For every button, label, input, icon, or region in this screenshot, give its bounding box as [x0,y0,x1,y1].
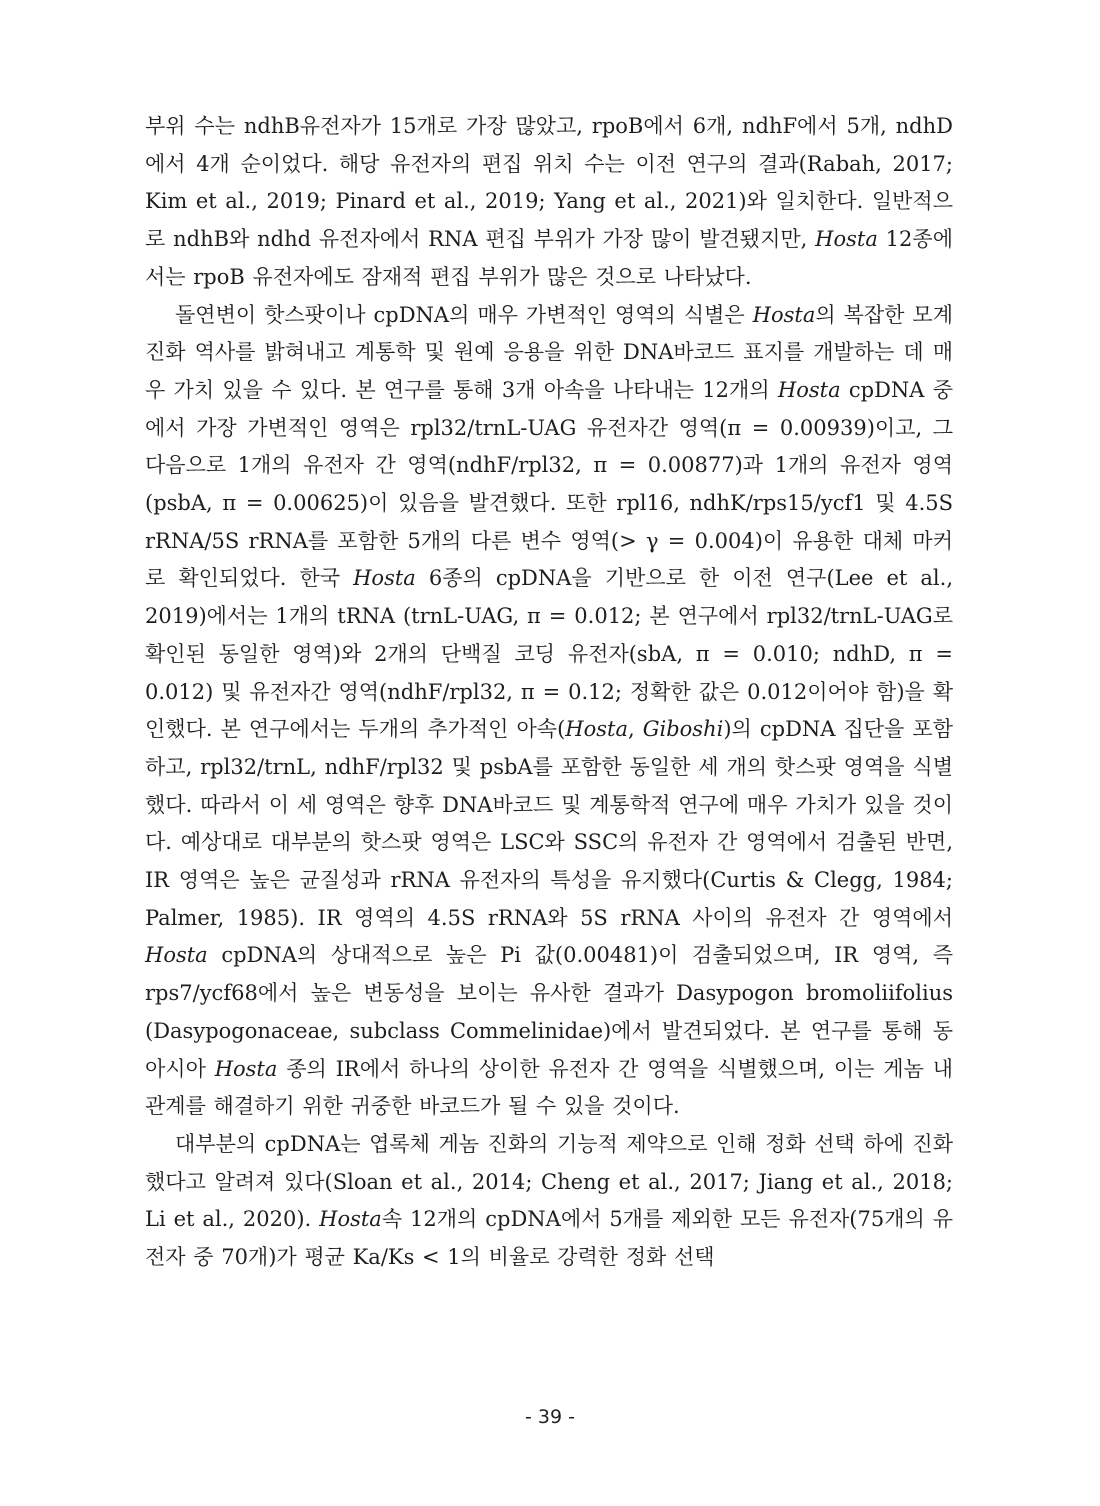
text-run: 부위 수는 ndhB유전자가 15개로 가장 많았고, rpoB에서 6개, ndhF에서 5개, ndhD에서 4개 순이었다. 해당 유전자의 편집 위치 수는 이전 연구의 결과(Rabah, 2017; Kim et al., 2019; Pinard et al., 2019; Yang et al., 2021)와 일치한다. 일반적으로 ndhB와 ndhd 유전자에서 RNA 편집 부위가 가장 많이 발견됐지만, [145,114,953,252]
page-number: - 39 - [525,1406,575,1428]
text-run: 12종에서는 rpoB 유전자에도 잠재적 편집 부위가 많은 것으로 나타났다. [145,227,953,289]
italic-term: Hosta [353,566,416,591]
text-run: , [627,717,643,742]
italic-term: Giboshi [642,717,724,742]
text-run: 종의 IR에서 하나의 상이한 유전자 간 영역을 식별했으며, 이는 게놈 내 관계를 해결하기 위한 귀중한 바코드가 될 수 있을 것이다. [145,1056,953,1119]
text-run: 대부분의 cpDNA는 엽록체 게놈 진화의 기능적 제약으로 인해 정화 선택 하에 진화했다고 알려져 있다(Sloan et al., 2014; Cheng et al., 2017; Jiang et al., 2018; Li et al., 2020). [145,1131,953,1232]
italic-term: Hosta [319,1207,382,1232]
text-run: 속 12개의 cpDNA에서 5개를 제외한 모든 유전자(75개의 유전자 중 70개)가 평균 Ka/Ks < 1의 비율로 강력한 정화 선택 [145,1207,954,1270]
text-run: cpDNA의 상대적으로 높은 Pi 값(0.00481)이 검출되었으며, IR 영역, 즉 rps7/ycf68에서 높은 변동성을 보이는 유사한 결과가 Dasypogon bromoliifolius (Dasypogonaceae, subclass Commelinidae)에서 발견되었다. 본 연구를 통해 동아시아 [145,943,953,1081]
paragraph-1 [145,108,953,297]
italic-term: Hosta [815,227,878,252]
text-run: 6종의 cpDNA을 기반으로 한 이전 연구(Lee et al., 2019)에서는 1개의 tRNA (trnL-UAG, π = 0.012; 본 연구에서 rpl32/trnL-UAG로 확인된 동일한 영역)와 2개의 단백질 코딩 유전자(sbA, π = 0.010; ndhD, π = 0.012) 및 유전자간 영역(ndhF/rpl32, π = 0.12; 정확한 값은 0.012이어야 함)을 확인했다. 본 연구에서는 두개의 추가적인 아속( [145,566,953,742]
text-run: 의 복잡한 모계 진화 역사를 밝혀내고 계통학 및 원예 응용을 위한 DNA바코드 표지를 개발하는 데 매우 가치 있을 수 있다. 본 연구를 통해 3개 아속을 나타내는 12개의 [145,302,953,402]
italic-term: Hosta [145,943,208,968]
italic-term: Hosta [752,302,816,327]
text-run: )의 cpDNA 집단을 포함하고, rpl32/trnL, ndhF/rpl32 및 psbA를 포함한 동일한 세 개의 핫스팟 영역을 식별했다. 따라서 이 세 영역은 향후 DNA바코드 및 계통학적 연구에 매우 가치가 있을 것이다. 예상대로 대부분의 핫스팟 영역은 LSC와 SSC의 유전자 간 영역에서 검출된 반면, IR 영역은 높은 균질성과 rRNA 유전자의 특성을 유지했다(Curtis & Clegg, 1984; Palmer, 1985). IR 영역의 4.5S rRNA와 5S rRNA 사이의 유전자 간 영역에서 [145,717,953,930]
text-run: cpDNA 중에서 가장 가변적인 영역은 rpl32/trnL-UAG 유전자간 영역(π = 0.00939)이고, 그 다음으로 1개의 유전자 간 영역(ndhF/rpl32, π = 0.00877)과 1개의 유전자 영역(psbA, π = 0.00625)이 있음을 발견했다. 또한 rpl16, ndhK/rps15/ycf1 및 4.5S rRNA/5S rRNA를 포함한 5개의 다른 변수 영역(> γ = 0.004)이 유용한 대체 마커로 확인되었다. 한국 [145,377,954,591]
body-text [145,108,953,1277]
italic-term: Hosta [214,1056,278,1081]
paragraph-3 [145,1126,953,1277]
paragraph-2 [145,297,953,1126]
italic-term: Hosta [777,377,841,402]
italic-term: Hosta [565,717,628,742]
text-run: 돌연변이 핫스팟이나 cpDNA의 매우 가변적인 영역의 식별은 [175,302,753,327]
